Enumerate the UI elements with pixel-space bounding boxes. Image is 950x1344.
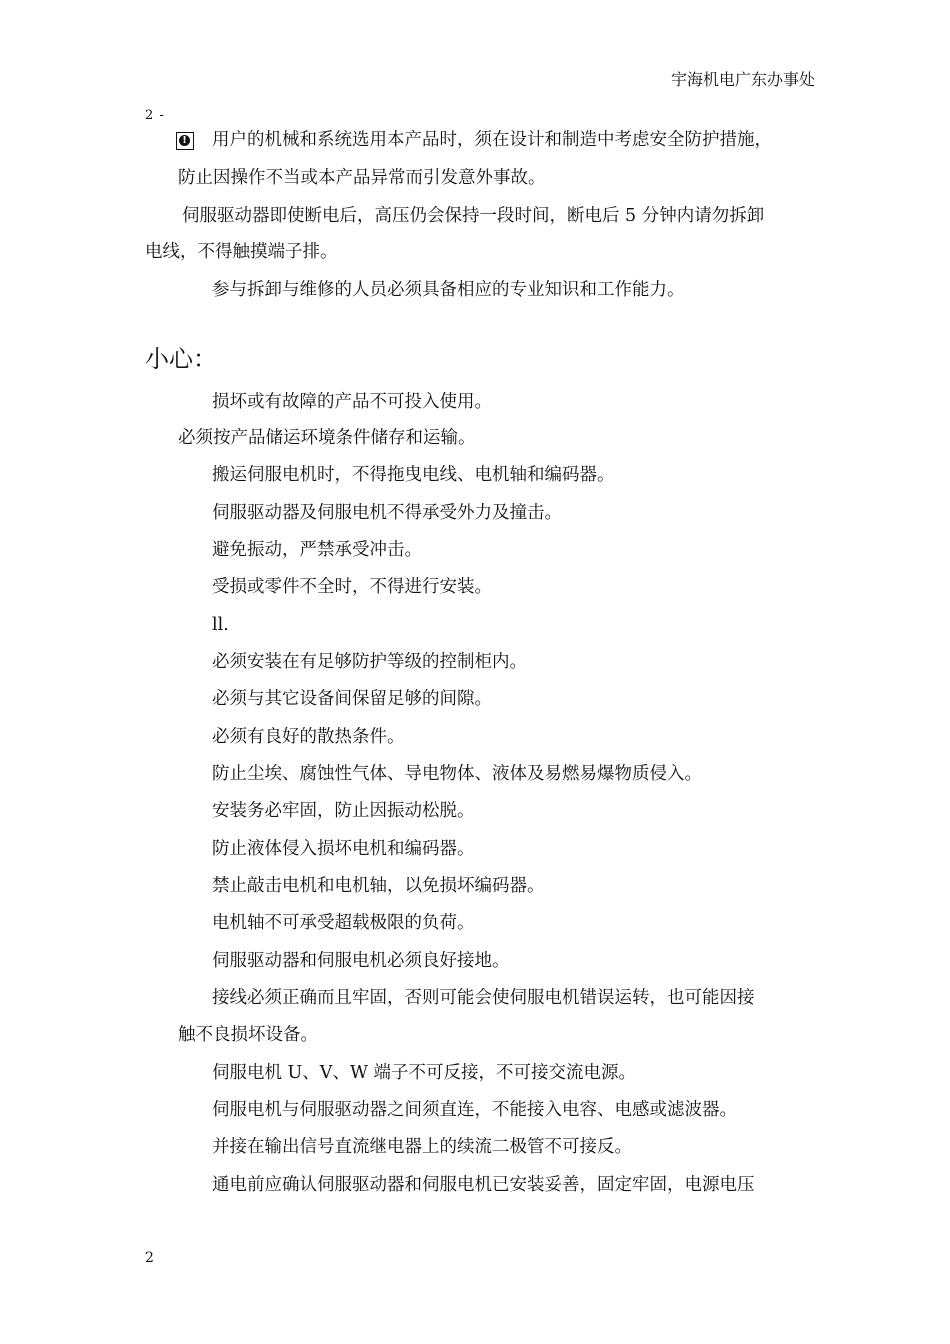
caution-line: 通电前应确认伺服驱动器和伺服电机已安装妥善，固定牢固，电源电压 <box>212 1175 755 1195</box>
caution-line: 伺服驱动器及伺服电机不得承受外力及撞击。 <box>212 503 562 523</box>
caution-line: 损坏或有故障的产品不可投入使用。 <box>212 392 492 412</box>
caution-line: 避免振动，严禁承受冲击。 <box>212 540 422 560</box>
caution-line: 伺服电机与伺服驱动器之间须直连，不能接入电容、电感或滤波器。 <box>212 1100 737 1120</box>
caution-line: 防止尘埃、腐蚀性气体、导电物体、液体及易燃易爆物质侵入。 <box>212 764 702 784</box>
caution-line: 接线必须正确而且牢固，否则可能会使伺服电机错误运转，也可能因接 <box>212 988 755 1008</box>
caution-line: 并接在输出信号直流继电器上的续流二极管不可接反。 <box>212 1137 632 1157</box>
caution-line: 伺服电机 U、V、W 端子不可反接，不可接交流电源。 <box>212 1063 636 1083</box>
caution-line: 安装务必牢固，防止因振动松脱。 <box>212 801 475 821</box>
page-marker: 2 - <box>145 108 165 123</box>
caution-heading: 小心： <box>145 345 217 373</box>
page-number: 2 <box>145 1250 154 1266</box>
caution-line: 必须有良好的散热条件。 <box>212 727 405 747</box>
caution-line: 搬运伺服电机时，不得拖曳电线、电机轴和编码器。 <box>212 465 615 485</box>
caution-line: 必须与其它设备间保留足够的间隙。 <box>212 689 492 709</box>
exclamation-icon: ! <box>176 132 194 150</box>
warning-line-1: 用户的机械和系统选用本产品时，须在设计和制造中考虑安全防护措施， <box>212 130 772 150</box>
caution-line: 必须按产品储运环境条件储存和运输。 <box>178 428 476 448</box>
caution-line: ll. <box>212 615 229 635</box>
caution-line: 伺服驱动器和伺服电机必须良好接地。 <box>212 951 510 971</box>
caution-line: 触不良损坏设备。 <box>178 1025 318 1045</box>
warning-line-4: 电线，不得触摸端子排。 <box>145 242 338 262</box>
warning-line-5: 参与拆卸与维修的人员必须具备相应的专业知识和工作能力。 <box>212 280 685 300</box>
caution-line: 电机轴不可承受超载极限的负荷。 <box>212 913 475 933</box>
caution-line: 必须安装在有足够防护等级的控制柜内。 <box>212 652 527 672</box>
warning-line-2: 防止因操作不当或本产品异常而引发意外事故。 <box>178 168 546 188</box>
warning-line-3: 伺服驱动器即使断电后，高压仍会保持一段时间，断电后 5 分钟内请勿拆卸 <box>182 206 765 226</box>
caution-line: 防止液体侵入损坏电机和编码器。 <box>212 839 475 859</box>
page-header: 宇海机电广东办事处 <box>670 70 815 89</box>
caution-line: 受损或零件不全时，不得进行安装。 <box>212 577 492 597</box>
caution-line: 禁止敲击电机和电机轴，以免损坏编码器。 <box>212 876 545 896</box>
